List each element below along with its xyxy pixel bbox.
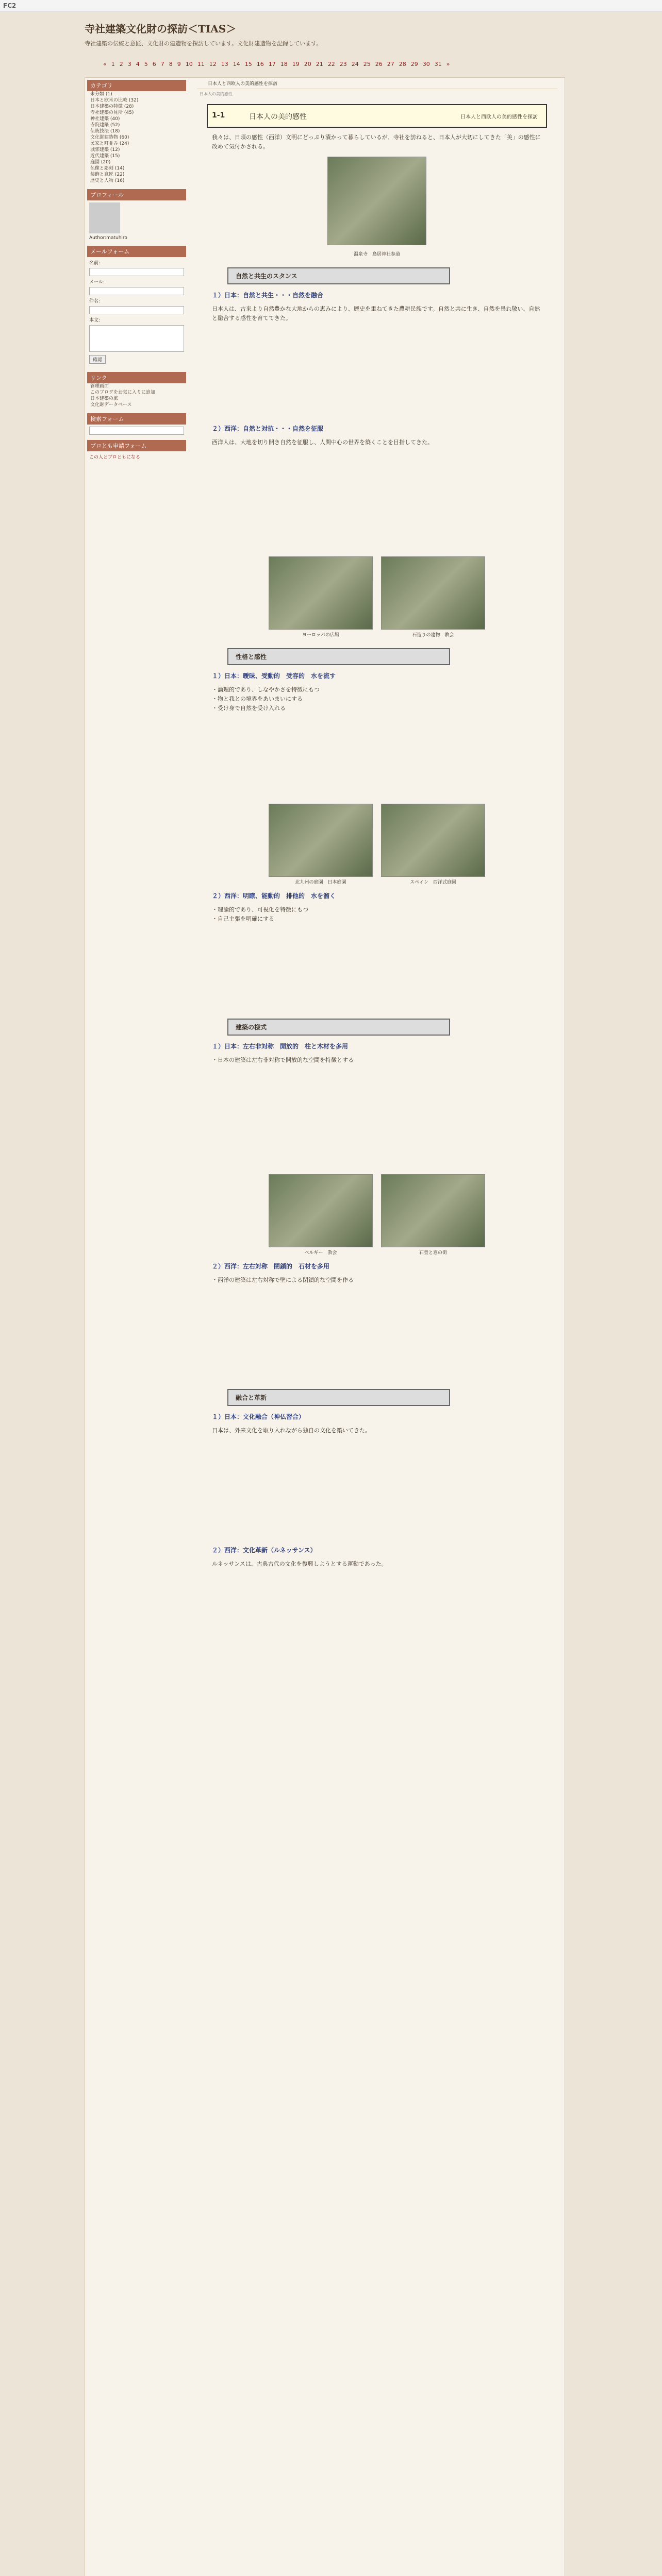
- site-header: [85, 21, 549, 48]
- submit-button[interactable]: 確認: [89, 355, 106, 364]
- section-subheading: ２）西洋：自然と対抗・・・自然を征服: [212, 425, 324, 432]
- section-photo: [381, 804, 485, 877]
- pager-item[interactable]: 10: [185, 61, 193, 67]
- section-text: 西洋人は、大地を切り開き自然を征服し、人間中心の世界を築くことを目指してきた。: [212, 439, 433, 446]
- main-content: [196, 78, 557, 1668]
- category-item[interactable]: 日本建築の特徴 (28): [90, 104, 134, 109]
- search-input[interactable]: [89, 427, 184, 435]
- photo-caption: 北九州の庭園 日本庭園: [295, 880, 346, 885]
- link-item[interactable]: 管理画面: [90, 384, 109, 389]
- pager-item[interactable]: 25: [363, 61, 371, 67]
- body-label: 本文:: [89, 318, 101, 323]
- pager-item[interactable]: 13: [221, 61, 228, 67]
- link-item[interactable]: 文化財データベース: [90, 402, 132, 408]
- breadcrumb[interactable]: 日本人と西欧人の美的感性を探訪: [196, 78, 557, 89]
- link-item[interactable]: このブログをお気に入りに追加: [90, 390, 156, 395]
- profile-heading: プロフィール: [87, 189, 186, 200]
- category-item[interactable]: 文化財建造物 (60): [90, 135, 129, 140]
- category-item[interactable]: 伝統技法 (18): [90, 129, 120, 134]
- category-item[interactable]: 未分類 (1): [90, 92, 112, 97]
- article-number: 1-1: [212, 111, 225, 120]
- section-text: 日本人は、古来より自然豊かな大地からの恵みにより、歴史を重ねてきた農耕民族です。自然と共に生き、自然を畏れ敬い、自然と融合する感性を育ててきた。: [212, 306, 540, 321]
- search-box: [87, 413, 186, 435]
- pager-item[interactable]: 27: [387, 61, 394, 67]
- section-heading: 建築の様式: [227, 1019, 450, 1036]
- shrine-photo: [327, 157, 426, 245]
- category-item[interactable]: 民家と町並み (24): [90, 141, 129, 146]
- section-subheading: ２）西洋：左右対称 閉鎖的 石材を多用: [212, 1263, 330, 1270]
- photo-row: [196, 1174, 557, 1256]
- pager-item[interactable]: 19: [292, 61, 300, 67]
- profile-box: [87, 189, 186, 241]
- pager-item[interactable]: 9: [177, 61, 181, 67]
- section-text: ルネッサンスは、古典古代の文化を復興しようとする運動であった。: [212, 1561, 387, 1567]
- subject-field[interactable]: [89, 306, 184, 314]
- category-heading: カテゴリ: [87, 80, 186, 91]
- body-field[interactable]: [89, 325, 184, 352]
- section-text: ・西洋の建築は左右対称で壁による閉鎖的な空間を作る: [212, 1277, 354, 1283]
- profile-text: Author:matuhiro: [89, 235, 127, 241]
- photo-row: [196, 556, 557, 638]
- section-subheading: ２）西洋：文化革新（ルネッサンス）: [212, 1547, 317, 1554]
- pager-item[interactable]: »: [446, 61, 450, 67]
- pager-item[interactable]: 5: [144, 61, 148, 67]
- pager-item[interactable]: 24: [351, 61, 359, 67]
- photo-caption: ヨーロッパの広場: [302, 633, 339, 638]
- pager-item[interactable]: 31: [434, 61, 442, 67]
- fc2-logo[interactable]: FC2: [3, 2, 16, 9]
- section: [196, 648, 557, 1008]
- photo-caption: 石畳と窓の街: [419, 1250, 447, 1256]
- photo-caption: ベルギー 教会: [304, 1250, 337, 1256]
- section-heading: 性格と感性: [227, 648, 450, 665]
- pager-item[interactable]: 28: [399, 61, 406, 67]
- sub-breadcrumb[interactable]: 日本人の美的感性: [200, 92, 233, 96]
- pager-item[interactable]: 7: [160, 61, 164, 67]
- pager-item[interactable]: 3: [127, 61, 131, 67]
- mail-field[interactable]: [89, 287, 184, 295]
- friends-heading: ブロとも申請フォーム: [87, 440, 186, 451]
- mailform-heading: メールフォーム: [87, 246, 186, 257]
- photo-card: [381, 804, 485, 885]
- pager-item[interactable]: 11: [197, 61, 205, 67]
- section-subheading: １）日本：左右非対称 開放的 柱と木材を多用: [212, 1043, 349, 1050]
- pager-item[interactable]: 26: [375, 61, 383, 67]
- sidebar: [85, 78, 188, 465]
- section-text: 日本は、外来文化を取り入れながら独自の文化を築いてきた。: [212, 1427, 371, 1434]
- pager-item[interactable]: 20: [304, 61, 311, 67]
- links-box: [87, 372, 186, 408]
- photo-caption: 温泉寺 鳥居神社参道: [353, 252, 400, 257]
- pager-item[interactable]: 18: [280, 61, 288, 67]
- friends-box: [87, 440, 186, 460]
- mailform-box: [87, 246, 186, 367]
- section-text: ・日本の建築は左右非対称で開放的な空間を特徴とする: [212, 1057, 354, 1063]
- category-item[interactable]: 寺社建築の見所 (45): [90, 110, 134, 115]
- section-heading: 融合と革新: [227, 1389, 450, 1406]
- category-item[interactable]: 神社建築 (40): [90, 116, 120, 122]
- section-photo: [381, 556, 485, 630]
- pager-item[interactable]: 21: [316, 61, 323, 67]
- category-item[interactable]: 庭園 (20): [90, 160, 111, 165]
- link-item[interactable]: 日本建築の旅: [90, 396, 119, 401]
- category-item[interactable]: 仏像と彫刻 (14): [90, 166, 125, 171]
- photo-card: [381, 556, 485, 638]
- section-text: ・理論的であり、可視化を特徴にもつ ・自己主張を明確にする: [212, 906, 308, 922]
- section-subheading: １）日本：自然と共生・・・自然を融合: [212, 292, 324, 299]
- site-subtitle: 寺社建築の伝統と意匠、文化財の建造物を探訪しています。文化財建造物を記録しています。: [85, 40, 322, 47]
- section-photo: [269, 1174, 373, 1247]
- top-bar: [0, 0, 662, 12]
- section-photo: [381, 1174, 485, 1247]
- name-label: 名前:: [89, 261, 101, 266]
- article-subtitle: 日本人と西欧人の美的感性を探訪: [460, 114, 538, 120]
- section-text: ・論理的であり、しなやかさを特徴にもつ ・物と我との境界をあいまいにする ・受け身で自然を受け入れる: [212, 686, 320, 711]
- site-title[interactable]: 寺社建築文化財の探訪＜TIAS＞: [85, 23, 237, 35]
- pager-item[interactable]: 17: [268, 61, 276, 67]
- photo-card: [269, 556, 373, 638]
- pager-item[interactable]: 1: [111, 61, 115, 67]
- category-item[interactable]: 城郭建築 (12): [90, 147, 120, 152]
- photo-card: [381, 1174, 485, 1256]
- pager-item[interactable]: 16: [256, 61, 264, 67]
- article-title: 日本人の美的感性: [249, 113, 307, 121]
- friends-link[interactable]: この人とブロともになる: [89, 455, 141, 460]
- pager-item[interactable]: 4: [136, 61, 140, 67]
- section-heading: 自然と共生のスタンス: [227, 267, 450, 284]
- photo-caption: 石造りの建物 教会: [412, 633, 454, 638]
- category-item[interactable]: 近代建築 (15): [90, 154, 120, 159]
- pager-item[interactable]: 6: [152, 61, 156, 67]
- photo-caption: スペイン 西洋式庭園: [409, 880, 456, 885]
- category-item[interactable]: 歴史と人物 (16): [90, 178, 125, 183]
- photo-row: [196, 804, 557, 885]
- pager: [103, 61, 567, 67]
- pager-item[interactable]: «: [103, 61, 107, 67]
- section: [196, 424, 557, 638]
- category-item[interactable]: 装飾と意匠 (22): [90, 172, 125, 177]
- search-heading: 検索フォーム: [87, 413, 186, 425]
- article-title-box: [207, 104, 547, 128]
- category-item[interactable]: 日本と欧米の比較 (32): [90, 98, 139, 103]
- sections-container: [196, 267, 557, 1663]
- section: [196, 1019, 557, 1379]
- page-container: [85, 77, 565, 2576]
- section-photo: [269, 556, 373, 630]
- avatar: [89, 202, 120, 233]
- section-subheading: １）日本：文化融合（神仏習合）: [212, 1413, 305, 1420]
- section: [196, 267, 557, 418]
- section-subheading: ２）西洋：明瞭、能動的 排他的 水を溜く: [212, 892, 336, 900]
- links-heading: リンク: [87, 372, 186, 383]
- pager-item[interactable]: 23: [339, 61, 347, 67]
- category-box: [87, 80, 186, 184]
- pager-item[interactable]: 30: [422, 61, 430, 67]
- section: [196, 1389, 557, 1663]
- mail-label: メール:: [89, 280, 105, 285]
- name-field[interactable]: [89, 268, 184, 276]
- pager-item[interactable]: 22: [327, 61, 335, 67]
- section-subheading: １）日本：曖昧、受動的 受容的 水を流す: [212, 672, 336, 680]
- links-list: [87, 383, 186, 408]
- section-photo: [269, 804, 373, 877]
- pager-item[interactable]: 12: [209, 61, 217, 67]
- pager-item[interactable]: 29: [410, 61, 418, 67]
- intro-text: 我々は、日頃の感性（西洋）文明にどっぷり漬かって暮らしているが、寺社を訪ねると、日本人が大切にしてきた「美」の感性に改めて気付かされる。: [212, 134, 541, 150]
- subject-label: 件名:: [89, 299, 101, 304]
- pager-item[interactable]: 8: [169, 61, 173, 67]
- category-list: [87, 91, 186, 184]
- category-item[interactable]: 寺院建築 (52): [90, 123, 120, 128]
- pager-item[interactable]: 2: [119, 61, 123, 67]
- pager-item[interactable]: 15: [244, 61, 252, 67]
- photo-card: [269, 804, 373, 885]
- pager-item[interactable]: 14: [233, 61, 240, 67]
- photo-card: [269, 1174, 373, 1256]
